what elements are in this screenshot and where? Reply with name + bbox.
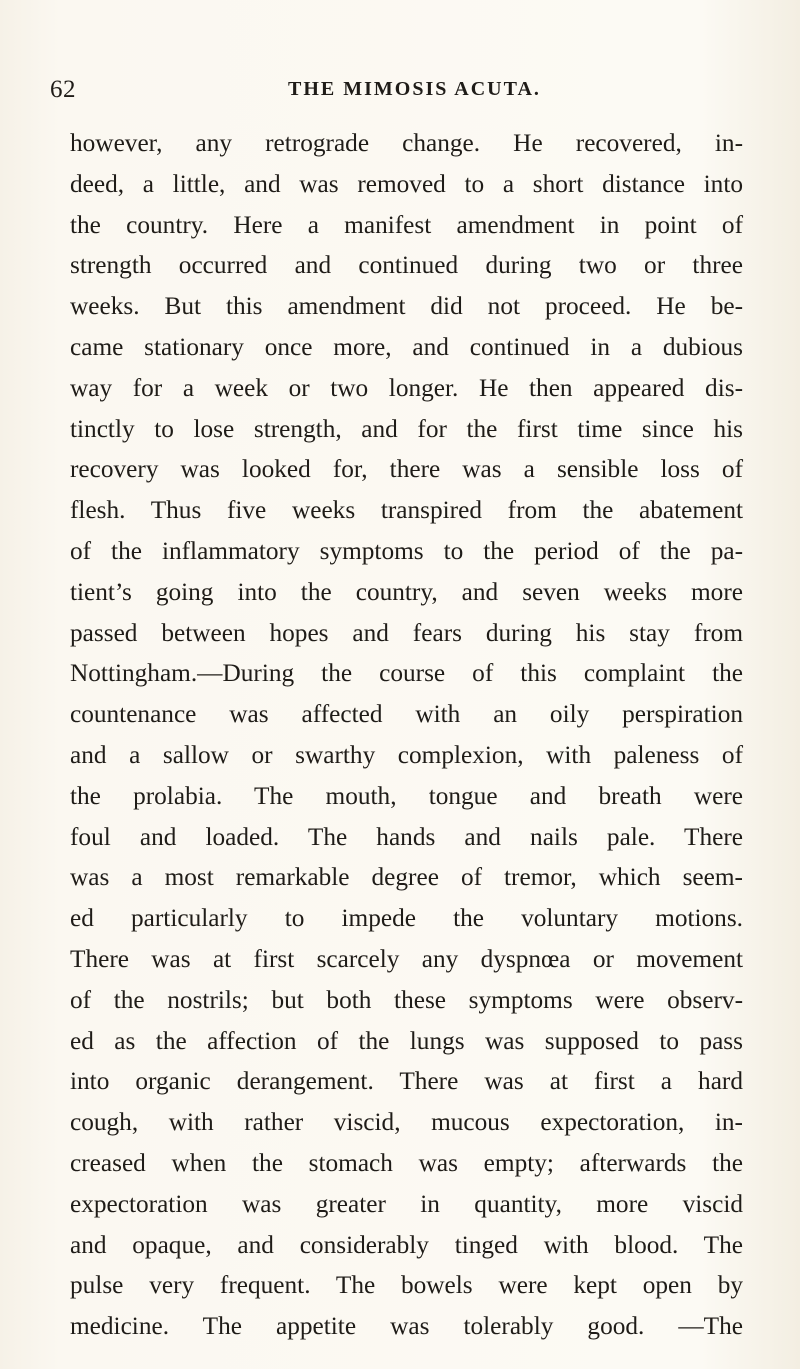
text-line: expectoration was greater in quantity, more viscid <box>70 1189 743 1218</box>
text-line: flesh. Thus five weeks transpired from the abatement <box>70 496 743 525</box>
text-line: the country. Here a manifest amendment in point of <box>70 210 743 239</box>
text-line: came stationary once more, and continued in a dubious <box>70 332 743 361</box>
text-line: foul and loaded. The hands and nails pale. There <box>70 822 743 851</box>
page-number: 62 <box>50 76 76 103</box>
page-header <box>50 76 753 108</box>
text-line: recovery was looked for, there was a sensible loss of <box>70 455 743 484</box>
text-line: and opaque, and considerably tinged with blood. The <box>70 1230 743 1259</box>
body-text <box>70 123 743 1347</box>
text-line: deed, a little, and was removed to a short distance into <box>70 169 743 198</box>
text-line: was a most remarkable degree of tremor, which seem- <box>70 863 743 892</box>
text-line: ed particularly to impede the voluntary motions. <box>70 904 743 933</box>
text-line: weeks. But this amendment did not proceed. He be- <box>70 292 743 321</box>
text-line: and a sallow or swarthy complexion, with paleness of <box>70 740 743 769</box>
text-line: strength occurred and continued during two or three <box>70 251 743 280</box>
running-head: THE MIMOSIS ACUTA. <box>288 78 541 100</box>
text-line: way for a week or two longer. He then appeared dis- <box>70 373 743 402</box>
text-line: tient’s going into the country, and seven weeks more <box>70 577 743 606</box>
text-line: medicine. The appetite was tolerably good. —The <box>70 1312 743 1341</box>
text-line: Nottingham.—During the course of this complaint the <box>70 659 743 688</box>
text-line: however, any retrograde change. He recovered, in- <box>70 129 743 157</box>
text-line: tinctly to lose strength, and for the first time since his <box>70 414 743 443</box>
text-line: There was at first scarcely any dyspnœa or movement <box>70 944 743 973</box>
text-line: cough, with rather viscid, mucous expectoration, in- <box>70 1108 743 1137</box>
text-line: of the nostrils; but both these symptoms were observ- <box>70 985 743 1014</box>
text-line: of the inflammatory symptoms to the period of the pa- <box>70 536 743 565</box>
text-line: passed between hopes and fears during his stay from <box>70 618 743 647</box>
text-line: countenance was affected with an oily perspiration <box>70 700 743 729</box>
text-line: pulse very frequent. The bowels were kept open by <box>70 1271 743 1300</box>
text-line: the prolabia. The mouth, tongue and breath were <box>70 781 743 810</box>
text-line: creased when the stomach was empty; afterwards the <box>70 1148 743 1177</box>
text-line: ed as the affection of the lungs was supposed to pass <box>70 1026 743 1055</box>
text-line: into organic derangement. There was at first a hard <box>70 1067 743 1096</box>
